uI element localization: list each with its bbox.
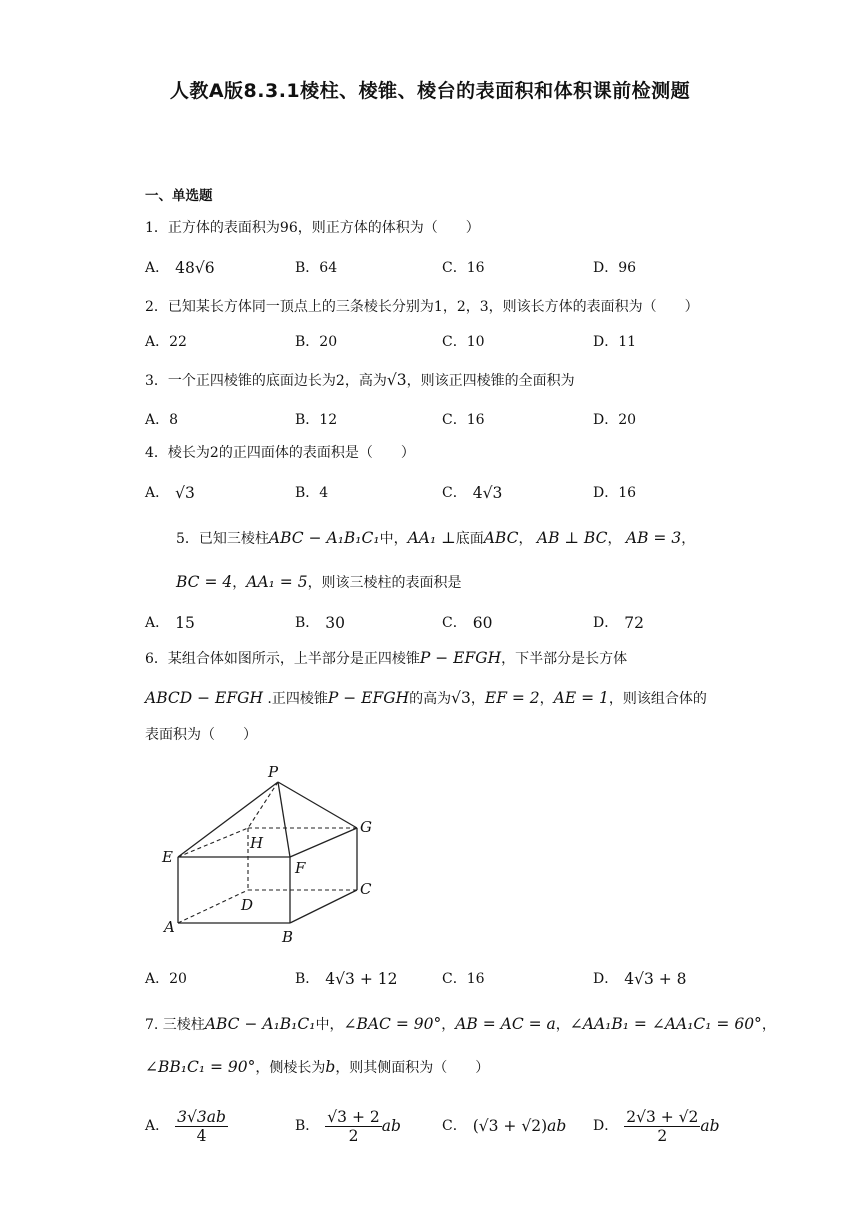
option-d: D．11 — [593, 334, 637, 350]
fraction: $\frac{√3 + 2}{2}$ — [327, 1107, 380, 1145]
question-5-options — [145, 606, 745, 640]
edge-ph-hidden — [248, 782, 278, 828]
question-7-stem-line-1: 7. 三棱柱ABC − A₁B₁C₁中，∠BAC = 90°，AB = AC = a，∠AA₁B₁ = ∠AA₁C₁ = 60°， — [145, 1015, 776, 1033]
label-h: H — [250, 834, 264, 852]
option-b: B． $\frac{√3 + 2}{2}$ ab — [295, 1107, 401, 1145]
question-1-stem: 1．正方体的表面积为96，则正方体的体积为（ ） — [145, 220, 480, 236]
question-5-stem-line-2: BC = 4，AA₁ = 5，则该三棱柱的表面积是 — [176, 573, 462, 591]
composite-solid-figure — [150, 758, 390, 948]
option-a: A． 15 — [145, 614, 195, 632]
option-b: B．12 — [295, 412, 338, 428]
option-d: D． 72 — [593, 614, 644, 632]
label-c: C — [360, 880, 372, 898]
question-3-options — [145, 403, 745, 437]
label-g: G — [360, 818, 372, 836]
option-a: A．8 — [145, 412, 179, 428]
edge-pg — [278, 782, 357, 828]
option-c: C．10 — [442, 334, 485, 350]
option-b: B．4 — [295, 485, 329, 501]
option-b: B． 30 — [295, 614, 346, 632]
option-d: D．96 — [593, 260, 637, 276]
option-b: B．20 — [295, 334, 338, 350]
edge-ad-hidden — [178, 890, 248, 923]
option-d: D． $\frac{2√3 + √2}{2}$ ab — [593, 1107, 720, 1145]
option-c: C． 60 — [442, 614, 493, 632]
question-6-options — [145, 962, 745, 996]
option-d: D．20 — [593, 412, 637, 428]
edge-pf — [278, 782, 290, 857]
label-b: B — [282, 928, 294, 946]
option-c: C．16 — [442, 412, 485, 428]
option-d: D．16 — [593, 485, 637, 501]
question-4-options — [145, 476, 745, 510]
option-c: C． 4√3 — [442, 484, 503, 502]
option-c: C．16 — [442, 260, 485, 276]
question-2-stem: 2．已知某长方体同一顶点上的三条棱长分别为1，2，3，则该长方体的表面积为（ ） — [145, 299, 699, 315]
section-heading: 一、单选题 — [145, 188, 213, 204]
option-a: A． $\frac{3√3ab}{4}$ — [145, 1107, 226, 1145]
question-6-stem-line-1: 6．某组合体如图所示，上半部分是正四棱锥P − EFGH，下半部分是长方体 — [145, 649, 628, 667]
option-d: D． 4√3 + 8 — [593, 970, 687, 988]
page-title: 人教A版8.3.1棱柱、棱锥、棱台的表面积和体积课前检测题 — [169, 80, 691, 102]
label-d: D — [241, 896, 254, 914]
question-5-stem-line-1: 5．已知三棱柱ABC − A₁B₁C₁中，AA₁ ⊥底面ABC， AB ⊥ BC， AB = 3， — [176, 529, 696, 547]
question-4-stem: 4．棱长为2的正四面体的表面积是（ ） — [145, 445, 415, 461]
question-1-options — [145, 251, 745, 285]
question-2-options — [145, 325, 745, 359]
label-e: E — [162, 848, 173, 866]
label-a: A — [164, 918, 175, 936]
question-7-options — [145, 1104, 745, 1148]
option-a: A．20 — [145, 971, 187, 987]
option-c: C．16 — [442, 971, 485, 987]
option-b: B．64 — [295, 260, 338, 276]
edge-eh-hidden — [178, 828, 248, 857]
fraction: $\frac{3√3ab}{4}$ — [177, 1107, 226, 1145]
option-a: A． √3 — [145, 484, 195, 502]
option-a: A．22 — [145, 334, 187, 350]
edge-bc — [290, 890, 357, 923]
question-3-stem: 3．一个正四棱锥的底面边长为2，高为√3，则该正四棱锥的全面积为 — [145, 371, 575, 389]
edge-fg — [290, 828, 357, 857]
question-6-stem-line-2: ABCD − EFGH .正四棱锥P − EFGH的高为√3，EF = 2，AE = 1，则该组合体的 — [145, 689, 707, 707]
option-b: B． 4√3 + 12 — [295, 970, 398, 988]
question-6-stem-line-3: 表面积为（ ） — [145, 727, 257, 743]
label-p: P — [268, 763, 279, 781]
question-7-stem-line-2: ∠BB₁C₁ = 90°，侧棱长为b，则其侧面积为（ ） — [145, 1058, 490, 1076]
option-a: A． 48√6 — [145, 259, 215, 277]
option-c: C． (√3 + √2) ab — [442, 1117, 567, 1135]
label-f: F — [295, 859, 306, 877]
fraction: $\frac{2√3 + √2}{2}$ — [626, 1107, 699, 1145]
